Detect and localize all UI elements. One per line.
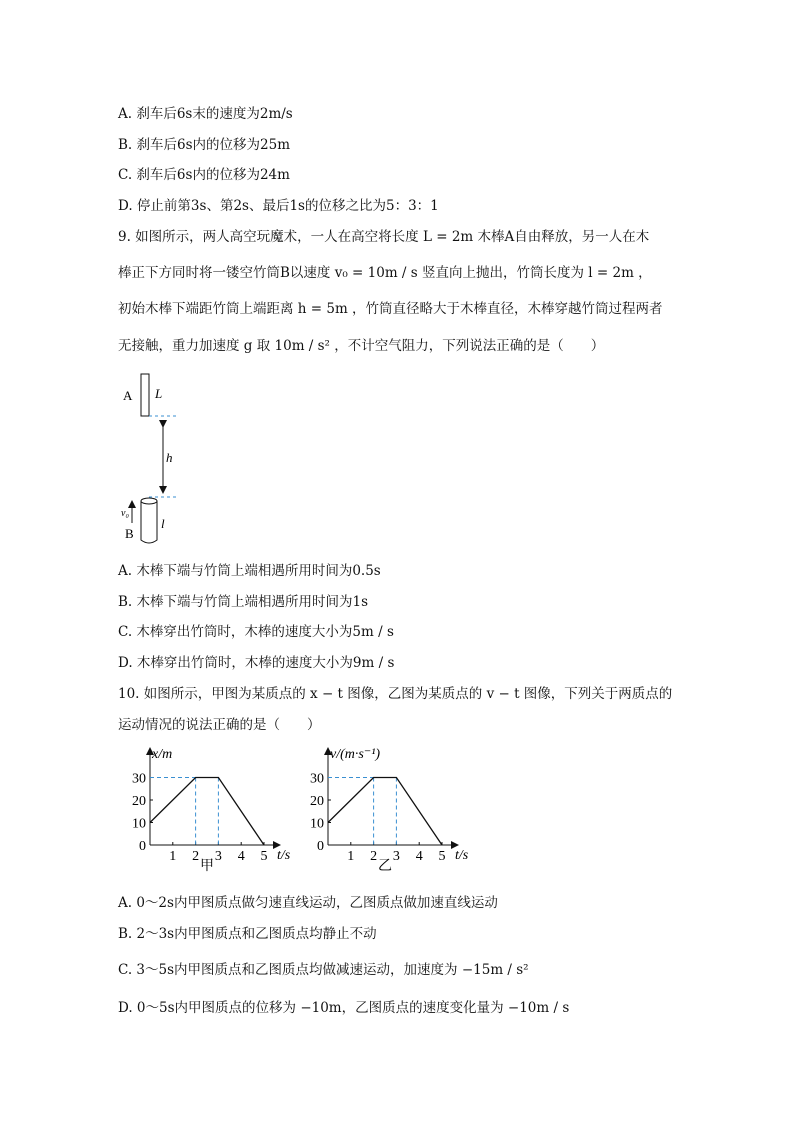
y-axis-label: x/m [152, 747, 173, 762]
q9-stem-line4: 无接触，重力加速度 g 取 10m / s² ，不计空气阻力，下列说法正确的是（ ） [118, 338, 605, 354]
q9-stem-line2: 棒正下方同时将一镂空竹筒B以速度 v₀ = 10m / s 竖直向上抛出，竹筒长度为 l = 2m ， [118, 265, 652, 281]
label-l-upper: L [155, 386, 163, 401]
y-tick-label: 20 [310, 794, 324, 809]
rod-a [141, 374, 149, 416]
q8-option-b: B. 刹车后6s内的位移为25m [118, 137, 290, 153]
series-line [150, 778, 264, 846]
chart-yi [293, 744, 478, 874]
y-tick-label: 10 [132, 816, 146, 832]
q10-stem-line2: 运动情况的说法正确的是（ ） [118, 717, 321, 733]
x-tick-label: 4 [237, 849, 245, 864]
label-h: h [166, 450, 173, 465]
tube-b [141, 501, 157, 543]
x-axis-label: t/s [277, 848, 291, 863]
x-tick-label: 2 [370, 849, 378, 864]
series-line [328, 778, 442, 846]
y-tick-label: 20 [132, 794, 146, 809]
q9-figure [115, 368, 215, 548]
q9-stem-line1: 9. 如图所示，两人高空玩魔术，一人在高空将长度 L = 2m 木棒A自由释放，另一人在木 [118, 229, 650, 245]
y-tick-label: 10 [310, 816, 324, 832]
chart-caption: 甲 [200, 859, 214, 874]
q10-option-a: A. 0～2s内甲图质点做匀速直线运动，乙图质点做加速直线运动 [118, 895, 498, 911]
x-tick-label: 2 [192, 849, 200, 864]
q10-option-d: D. 0～5s内甲图质点的位移为 −10m，乙图质点的速度变化量为 −10m / s [118, 1000, 570, 1016]
chart-jia [115, 744, 300, 874]
q10-option-b: B. 2～3s内甲图质点和乙图质点均静止不动 [118, 926, 377, 942]
x-tick-label: 1 [347, 849, 355, 864]
x-tick-label: 4 [415, 849, 423, 864]
y-tick-label: 30 [310, 771, 324, 787]
x-axis-label: t/s [455, 848, 469, 863]
x-tick-label: 5 [260, 849, 268, 864]
q9-option-c: C. 木棒穿出竹筒时，木棒的速度大小为5m / s [118, 624, 394, 640]
q10-stem-line1: 10. 如图所示，甲图为某质点的 x − t 图像，乙图为某质点的 v − t 图像，下列关于两质点的 [118, 686, 673, 702]
q8-option-a: A. 刹车后6s末的速度为2m/s [118, 106, 293, 122]
q8-option-c: C. 刹车后6s内的位移为24m [118, 167, 290, 183]
y-axis-label: v/(m·s⁻¹) [330, 747, 381, 762]
x-tick-label: 1 [169, 849, 177, 864]
label-l-lower: l [161, 516, 165, 531]
q9-option-d: D. 木棒穿出竹筒时，木棒的速度大小为9m / s [118, 655, 395, 671]
q9-option-b: B. 木棒下端与竹筒上端相遇所用时间为1s [118, 594, 369, 610]
tube-b-top [141, 498, 157, 504]
label-b: B [125, 526, 134, 541]
x-tick-label: 3 [392, 849, 400, 864]
q10-option-c: C. 3～5s内甲图质点和乙图质点均做减速运动，加速度为 −15m / s² [118, 962, 529, 978]
label-v0: v₀ [121, 508, 129, 519]
q9-stem-line3: 初始木棒下端距竹筒上端距离 h = 5m ，竹筒直径略大于木棒直径，木棒穿越竹筒过程两者 [118, 301, 663, 317]
y-tick-label: 30 [132, 771, 146, 787]
q9-option-a: A. 木棒下端与竹筒上端相遇所用时间为0.5s [118, 563, 381, 579]
y-tick-label: 0 [139, 839, 146, 854]
chart-caption: 乙 [378, 859, 392, 874]
x-tick-label: 5 [438, 849, 446, 864]
y-tick-label: 0 [317, 839, 324, 854]
q8-option-d: D. 停止前第3s、第2s、最后1s的位移之比为5：3：1 [118, 198, 439, 214]
x-tick-label: 3 [214, 849, 222, 864]
label-a: A [123, 388, 133, 403]
